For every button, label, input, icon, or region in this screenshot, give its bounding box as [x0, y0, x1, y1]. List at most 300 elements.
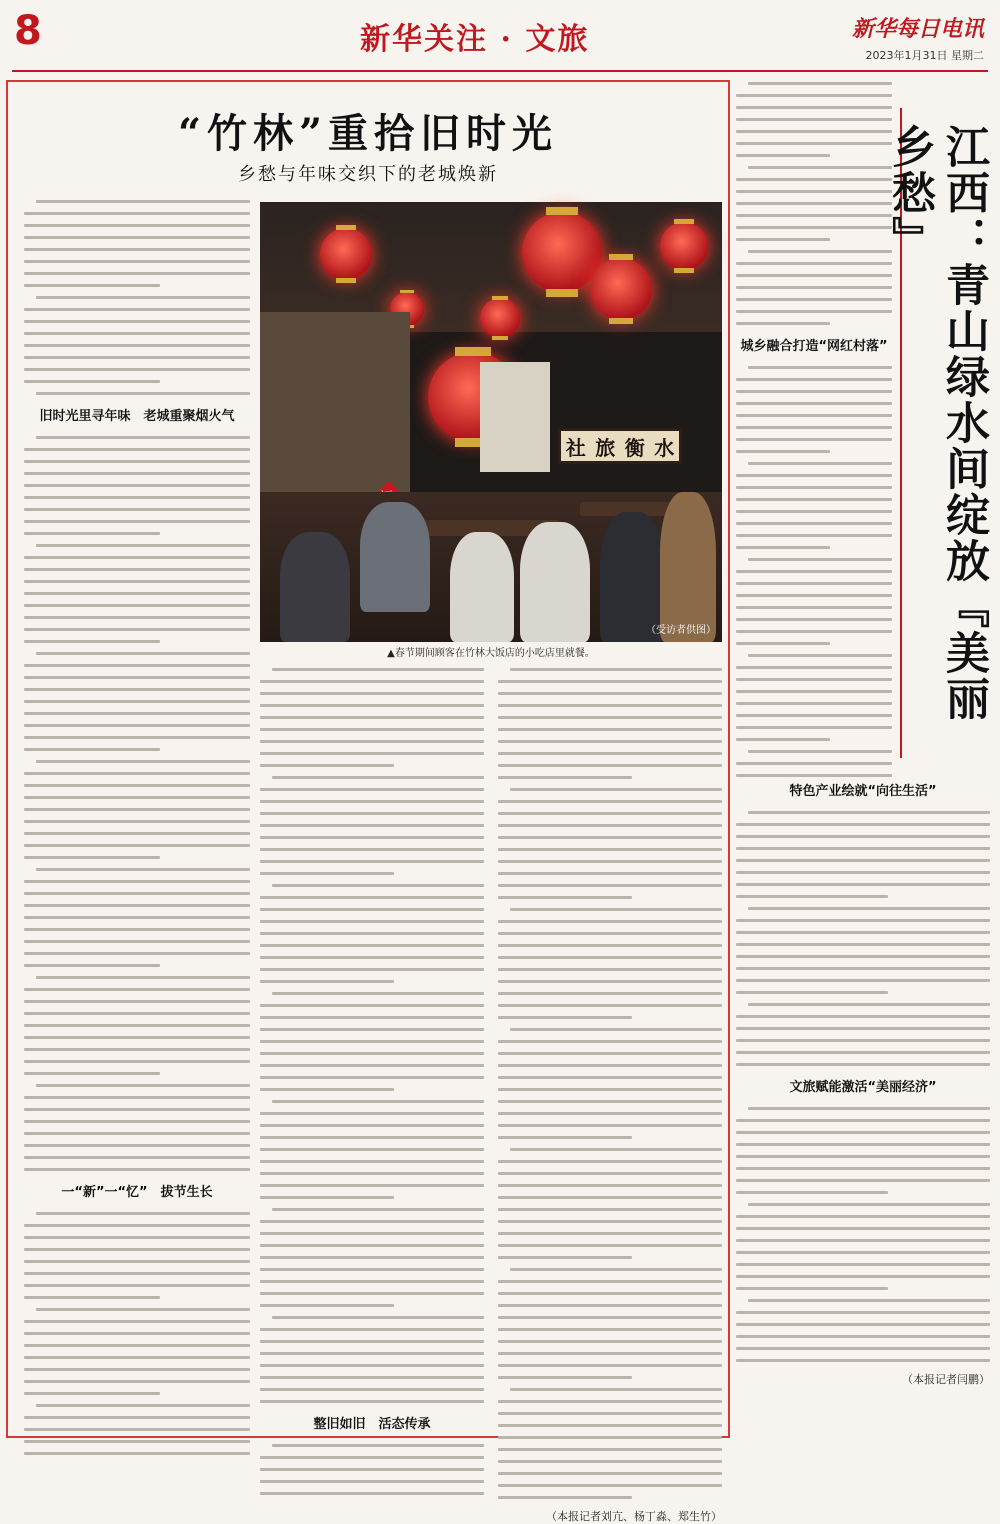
- text-line: [24, 796, 250, 799]
- section-title: 新华关注 · 文旅: [360, 22, 590, 57]
- text-line: [260, 1492, 484, 1495]
- section-subtitle: 文旅赋能激活“美丽经济”: [789, 1080, 937, 1095]
- text-line: [24, 604, 250, 607]
- diner: [520, 522, 590, 642]
- text-line: [498, 740, 722, 743]
- text-line: [260, 1016, 484, 1019]
- text-line: [24, 1144, 250, 1147]
- text-line: [498, 872, 722, 875]
- text-line: [24, 748, 160, 751]
- text-line: [260, 944, 484, 947]
- text-line: [24, 1168, 250, 1171]
- text-line: [736, 130, 892, 133]
- text-line: [736, 967, 990, 970]
- text-line: [36, 200, 250, 203]
- text-line: [260, 752, 484, 755]
- text-line: [498, 1112, 722, 1115]
- text-line: [498, 1040, 722, 1043]
- text-line: [24, 832, 250, 835]
- text-line: [736, 847, 990, 850]
- text-line: [498, 1004, 722, 1007]
- text-line: [260, 728, 484, 731]
- text-line: [260, 1456, 484, 1459]
- text-line: [24, 556, 250, 559]
- text-line: [36, 652, 250, 655]
- text-line: [24, 700, 250, 703]
- text-line: [498, 1448, 722, 1451]
- text-line: [498, 1460, 722, 1463]
- text-line: [736, 1275, 990, 1278]
- text-line: [24, 368, 250, 371]
- text-line: [736, 883, 990, 886]
- text-line: [736, 310, 892, 313]
- text-line: [510, 1268, 722, 1271]
- text-line: [498, 1244, 722, 1247]
- text-line: [24, 1284, 250, 1287]
- text-line: [260, 1268, 484, 1271]
- text-line: [24, 236, 250, 239]
- text-line: [510, 1148, 722, 1151]
- text-line: [748, 1203, 990, 1206]
- text-line: [510, 668, 722, 671]
- text-line: [24, 1120, 250, 1123]
- text-line: [736, 274, 892, 277]
- text-line: [498, 1412, 722, 1415]
- text-line: [272, 1444, 484, 1447]
- text-line: [260, 1468, 484, 1471]
- text-line: [736, 1335, 990, 1338]
- text-line: [498, 1496, 632, 1499]
- text-line: [260, 1040, 484, 1043]
- text-line: [24, 320, 250, 323]
- text-line: [736, 678, 892, 681]
- text-line: [736, 1167, 990, 1170]
- text-line: [736, 238, 830, 241]
- text-line: [24, 1368, 250, 1371]
- text-line: [260, 896, 484, 899]
- text-line: [498, 812, 722, 815]
- text-line: [24, 856, 160, 859]
- text-line: [24, 356, 250, 359]
- text-line: [498, 956, 722, 959]
- text-line: [736, 426, 892, 429]
- text-line: [498, 920, 722, 923]
- text-line: [24, 532, 160, 535]
- text-line: [498, 1400, 722, 1403]
- text-line: [36, 1308, 250, 1311]
- text-line: [24, 1344, 250, 1347]
- text-line: [736, 979, 990, 982]
- issue-date: 2023年1月31日 星期二: [865, 49, 984, 62]
- text-line: [24, 1036, 250, 1039]
- red-lantern: [590, 258, 652, 320]
- text-line: [736, 943, 990, 946]
- text-line: [24, 1332, 250, 1335]
- text-line: [260, 1064, 484, 1067]
- text-line: [498, 1424, 722, 1427]
- text-line: [498, 800, 722, 803]
- sign-char: 旅: [595, 435, 616, 460]
- text-line: [24, 1440, 250, 1443]
- feature-column-3: [498, 668, 722, 1524]
- text-line: [260, 1292, 484, 1295]
- section-subtitle: 旧时光里寻年味 老城重聚烟火气: [39, 409, 235, 424]
- text-line: [736, 1347, 990, 1350]
- masthead-rule: [12, 70, 988, 72]
- text-line: [24, 1416, 250, 1419]
- text-line: [24, 880, 250, 883]
- text-line: [498, 1376, 632, 1379]
- feature-headline: “竹林”重拾旧时光: [177, 110, 558, 157]
- text-line: [24, 508, 250, 511]
- text-line: [736, 714, 892, 717]
- text-line: [24, 1392, 160, 1395]
- photo-window: [480, 362, 550, 472]
- text-line: [736, 666, 892, 669]
- text-line: [24, 712, 250, 715]
- text-line: [498, 1472, 722, 1475]
- text-line: [260, 932, 484, 935]
- feature-subhead: 乡愁与年味交织下的老城焕新: [238, 164, 498, 185]
- newspaper-brand: 新华每日电讯: [851, 16, 984, 42]
- text-line: [24, 664, 250, 667]
- text-line: [736, 118, 892, 121]
- text-line: [736, 378, 892, 381]
- text-line: [498, 1340, 722, 1343]
- text-line: [24, 496, 250, 499]
- text-line: [24, 616, 250, 619]
- text-line: [260, 1220, 484, 1223]
- text-line: [736, 702, 892, 705]
- text-line: [260, 764, 394, 767]
- text-line: [24, 1236, 250, 1239]
- text-line: [498, 716, 722, 719]
- text-line: [736, 895, 888, 898]
- text-line: [24, 688, 250, 691]
- text-line: [498, 896, 632, 899]
- text-line: [498, 1016, 632, 1019]
- text-line: [736, 1063, 990, 1066]
- text-line: [736, 546, 830, 549]
- text-line: [36, 296, 250, 299]
- text-line: [498, 1064, 722, 1067]
- text-line: [498, 860, 722, 863]
- text-line: [260, 1028, 484, 1031]
- text-line: [736, 630, 892, 633]
- text-line: [260, 692, 484, 695]
- text-line: [498, 1184, 722, 1187]
- text-line: [510, 1388, 722, 1391]
- text-line: [260, 980, 394, 983]
- text-line: [736, 414, 892, 417]
- text-line: [498, 1076, 722, 1079]
- text-line: [24, 1248, 250, 1251]
- text-line: [736, 94, 892, 97]
- text-line: [736, 298, 892, 301]
- text-line: [498, 764, 722, 767]
- text-line: [498, 704, 722, 707]
- text-line: [24, 808, 250, 811]
- text-line: [498, 932, 722, 935]
- text-line: [498, 1220, 722, 1223]
- text-line: [260, 1076, 484, 1079]
- text-line: [736, 1311, 990, 1314]
- text-line: [498, 848, 722, 851]
- photo-credit: （受访者供图）: [646, 625, 716, 636]
- text-line: [260, 704, 484, 707]
- text-line: [748, 166, 892, 169]
- text-line: [498, 1088, 722, 1091]
- text-line: [498, 1052, 722, 1055]
- text-line: [736, 510, 892, 513]
- text-line: [498, 728, 722, 731]
- text-line: [36, 1404, 250, 1407]
- text-line: [24, 928, 250, 931]
- feature-column-2: [260, 668, 484, 1504]
- diner: [450, 532, 514, 642]
- text-line: [736, 474, 892, 477]
- text-line: [24, 484, 250, 487]
- text-line: [736, 919, 990, 922]
- text-line: [260, 1280, 484, 1283]
- text-line: [260, 824, 484, 827]
- text-line: [736, 322, 830, 325]
- text-line: [736, 226, 892, 229]
- text-line: [736, 534, 892, 537]
- text-line: [260, 1136, 484, 1139]
- text-line: [498, 1316, 722, 1319]
- text-line: [498, 1280, 722, 1283]
- text-line: [498, 968, 722, 971]
- text-line: [748, 750, 892, 753]
- text-line: [24, 308, 250, 311]
- text-line: [260, 1256, 484, 1259]
- text-line: [498, 1136, 632, 1139]
- text-line: [260, 848, 484, 851]
- sidebar-column-bottom: [736, 770, 990, 1387]
- text-line: [24, 1060, 250, 1063]
- text-line: [498, 824, 722, 827]
- text-line: [24, 580, 250, 583]
- text-line: [736, 1039, 990, 1042]
- text-line: [736, 1051, 990, 1054]
- text-line: [736, 1143, 990, 1146]
- sidebar-article: [736, 80, 994, 1438]
- text-line: [24, 1272, 250, 1275]
- restaurant-photo: [260, 202, 722, 642]
- text-line: [748, 654, 892, 657]
- text-line: [260, 956, 484, 959]
- text-line: [260, 872, 394, 875]
- section-subtitle: 一“新”一“忆” 拔节生长: [61, 1185, 213, 1200]
- text-line: [24, 1320, 250, 1323]
- text-line: [260, 812, 484, 815]
- text-line: [260, 1052, 484, 1055]
- text-line: [498, 1292, 722, 1295]
- text-line: [260, 1184, 484, 1187]
- text-line: [498, 1208, 722, 1211]
- text-line: [260, 1376, 484, 1379]
- text-line: [24, 988, 250, 991]
- text-line: [36, 760, 250, 763]
- photo-caption: ▲春节期间顾客在竹林大饭店的小吃店里就餐。: [387, 648, 595, 659]
- text-line: [36, 544, 250, 547]
- text-line: [24, 1428, 250, 1431]
- section-subtitle: 城乡融合打造“网红村落”: [740, 339, 888, 354]
- red-lantern: [480, 298, 520, 338]
- masthead: [0, 0, 1000, 72]
- text-line: [24, 952, 250, 955]
- text-line: [498, 680, 722, 683]
- text-line: [498, 1304, 722, 1307]
- text-line: [736, 522, 892, 525]
- text-line: [736, 871, 990, 874]
- text-line: [736, 106, 892, 109]
- text-line: [24, 640, 160, 643]
- text-line: [748, 1299, 990, 1302]
- text-line: [24, 332, 250, 335]
- text-line: [736, 1131, 990, 1134]
- text-line: [24, 260, 250, 263]
- section-subtitle: 整旧如旧 活态传承: [313, 1417, 431, 1432]
- text-line: [24, 248, 250, 251]
- text-line: [498, 944, 722, 947]
- text-line: [736, 262, 892, 265]
- feature-column-1: [24, 200, 250, 1464]
- text-line: [736, 154, 830, 157]
- text-line: [36, 1212, 250, 1215]
- text-line: [260, 1364, 484, 1367]
- text-line: [748, 558, 892, 561]
- text-line: [736, 570, 892, 573]
- text-line: [24, 1356, 250, 1359]
- text-line: [24, 1012, 250, 1015]
- text-line: [24, 224, 250, 227]
- text-line: [736, 991, 888, 994]
- text-line: [24, 628, 250, 631]
- text-line: [24, 916, 250, 919]
- text-line: [260, 1124, 484, 1127]
- text-line: [260, 1304, 394, 1307]
- text-line: [24, 1296, 160, 1299]
- text-line: [24, 1024, 250, 1027]
- text-line: [36, 868, 250, 871]
- page-number: 8: [14, 8, 42, 54]
- sign-char: 水: [654, 435, 675, 460]
- text-line: [736, 606, 892, 609]
- text-line: [748, 1003, 990, 1006]
- text-line: [498, 752, 722, 755]
- text-line: [24, 1224, 250, 1227]
- text-line: [260, 1160, 484, 1163]
- text-line: [736, 955, 990, 958]
- text-line: [24, 1072, 160, 1075]
- text-line: [260, 800, 484, 803]
- text-line: [260, 1148, 484, 1151]
- diner: [280, 532, 350, 642]
- text-line: [260, 1340, 484, 1343]
- text-line: [736, 931, 990, 934]
- text-line: [24, 820, 250, 823]
- text-line: [260, 908, 484, 911]
- text-line: [260, 860, 484, 863]
- text-line: [24, 568, 250, 571]
- shop-sign: [558, 428, 682, 464]
- text-line: [24, 380, 160, 383]
- text-line: [736, 286, 892, 289]
- text-line: [260, 920, 484, 923]
- text-line: [736, 1323, 990, 1326]
- text-line: [736, 594, 892, 597]
- text-line: [36, 976, 250, 979]
- text-line: [24, 940, 250, 943]
- text-line: [498, 776, 632, 779]
- text-line: [736, 1119, 990, 1122]
- text-line: [24, 520, 250, 523]
- text-line: [24, 460, 250, 463]
- text-line: [736, 1359, 990, 1362]
- text-line: [24, 344, 250, 347]
- text-line: [748, 82, 892, 85]
- text-line: [736, 1239, 990, 1242]
- text-line: [272, 1208, 484, 1211]
- text-line: [748, 250, 892, 253]
- text-line: [260, 1112, 484, 1115]
- text-line: [24, 212, 250, 215]
- text-line: [736, 190, 892, 193]
- text-line: [260, 1232, 484, 1235]
- text-line: [24, 448, 250, 451]
- masthead-right: [852, 12, 984, 63]
- text-line: [260, 1400, 484, 1403]
- text-line: [736, 618, 892, 621]
- text-line: [260, 1004, 484, 1007]
- text-line: [24, 964, 160, 967]
- text-line: [510, 1028, 722, 1031]
- text-line: [24, 1000, 250, 1003]
- text-line: [498, 980, 722, 983]
- text-line: [498, 1256, 632, 1259]
- text-line: [736, 1155, 990, 1158]
- text-line: [24, 1380, 250, 1383]
- text-line: [736, 582, 892, 585]
- text-line: [736, 1027, 990, 1030]
- text-line: [260, 1480, 484, 1483]
- text-line: [24, 1048, 250, 1051]
- text-line: [510, 788, 722, 791]
- diner: [360, 502, 430, 612]
- text-line: [498, 1196, 722, 1199]
- text-line: [24, 284, 160, 287]
- text-line: [24, 272, 250, 275]
- section-subtitle: 特色产业绘就“向往生活”: [789, 784, 937, 799]
- text-line: [736, 498, 892, 501]
- feature-article: [6, 80, 730, 1523]
- text-line: [498, 1352, 722, 1355]
- text-line: [498, 692, 722, 695]
- text-line: [498, 1232, 722, 1235]
- red-lantern: [660, 222, 708, 270]
- text-line: [498, 992, 722, 995]
- sign-char: 社: [565, 435, 586, 460]
- text-line: [736, 486, 892, 489]
- text-line: [260, 968, 484, 971]
- text-line: [498, 1124, 722, 1127]
- text-line: [24, 1156, 250, 1159]
- text-line: [736, 1215, 990, 1218]
- text-line: [260, 1328, 484, 1331]
- diner: [660, 492, 716, 642]
